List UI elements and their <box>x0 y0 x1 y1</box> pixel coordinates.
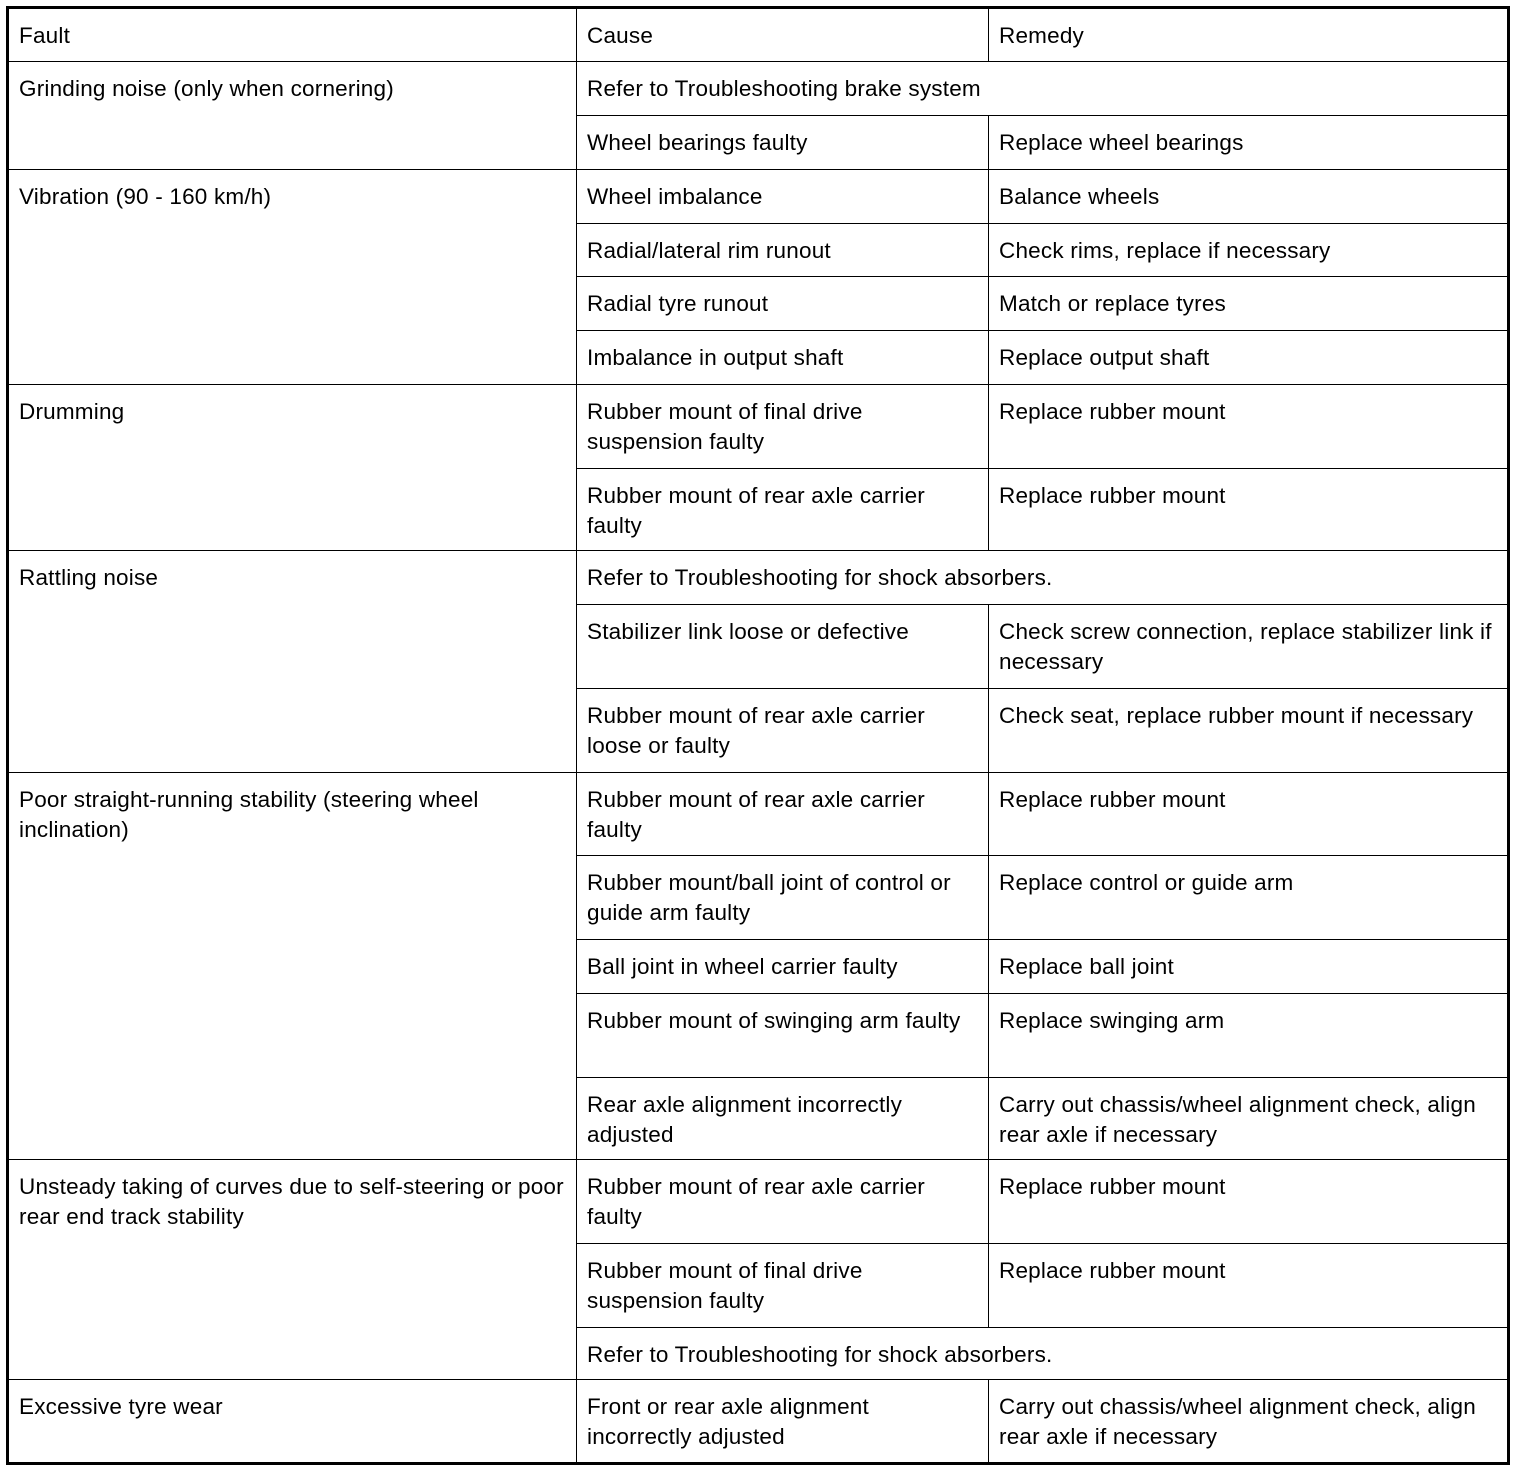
remedy-cell: Replace rubber mount <box>989 1244 1509 1328</box>
table-row <box>8 62 1509 116</box>
remedy-cell: Replace rubber mount <box>989 385 1509 469</box>
remedy-cell: Match or replace tyres <box>989 277 1509 331</box>
cause-span-cell: Refer to Troubleshooting brake system <box>577 62 1509 116</box>
fault-cell: Grinding noise (only when cornering) <box>8 62 577 170</box>
cause-cell: Rubber mount of rear axle carrier faulty <box>577 1160 989 1244</box>
remedy-cell: Replace swinging arm <box>989 994 1509 1078</box>
cause-cell: Rubber mount of swinging arm faulty <box>577 994 989 1078</box>
table-row <box>8 773 1509 856</box>
fault-cell: Unsteady taking of curves due to self-steering or poor rear end track stability <box>8 1160 577 1380</box>
cause-cell: Rubber mount/ball joint of control or guide arm faulty <box>577 856 989 940</box>
cause-cell: Ball joint in wheel carrier faulty <box>577 940 989 994</box>
remedy-cell: Check seat, replace rubber mount if necessary <box>989 689 1509 773</box>
cause-cell: Rubber mount of final drive suspension faulty <box>577 385 989 469</box>
cause-span-cell: Refer to Troubleshooting for shock absorbers. <box>577 1328 1509 1380</box>
cause-cell: Wheel imbalance <box>577 170 989 224</box>
fault-cell: Rattling noise <box>8 551 577 773</box>
remedy-cell: Balance wheels <box>989 170 1509 224</box>
header-cause: Cause <box>577 8 989 62</box>
cause-cell: Rubber mount of rear axle carrier loose or faulty <box>577 689 989 773</box>
cause-cell: Rubber mount of rear axle carrier faulty <box>577 469 989 551</box>
remedy-cell: Carry out chassis/wheel alignment check, align rear axle if necessary <box>989 1380 1509 1464</box>
remedy-cell: Replace rubber mount <box>989 773 1509 856</box>
troubleshooting-table-container <box>6 6 1510 1465</box>
remedy-cell: Replace output shaft <box>989 331 1509 385</box>
header-fault: Fault <box>8 8 577 62</box>
troubleshooting-table <box>6 6 1510 1465</box>
header-remedy: Remedy <box>989 8 1509 62</box>
cause-cell: Rubber mount of rear axle carrier faulty <box>577 773 989 856</box>
remedy-cell: Replace rubber mount <box>989 469 1509 551</box>
table-row <box>8 551 1509 605</box>
cause-cell: Wheel bearings faulty <box>577 116 989 170</box>
table-row <box>8 1160 1509 1244</box>
table-row <box>8 1380 1509 1464</box>
remedy-cell: Replace ball joint <box>989 940 1509 994</box>
cause-cell: Stabilizer link loose or defective <box>577 605 989 689</box>
cause-cell: Radial tyre runout <box>577 277 989 331</box>
remedy-cell: Carry out chassis/wheel alignment check, align rear axle if necessary <box>989 1078 1509 1160</box>
cause-cell: Imbalance in output shaft <box>577 331 989 385</box>
cause-cell: Rubber mount of final drive suspension faulty <box>577 1244 989 1328</box>
fault-cell: Poor straight-running stability (steering wheel inclination) <box>8 773 577 1160</box>
remedy-cell: Check rims, replace if necessary <box>989 224 1509 277</box>
fault-cell: Excessive tyre wear <box>8 1380 577 1464</box>
table-row <box>8 170 1509 224</box>
remedy-cell: Check screw connection, replace stabilizer link if necessary <box>989 605 1509 689</box>
header-row <box>8 8 1509 62</box>
cause-cell: Rear axle alignment incorrectly adjusted <box>577 1078 989 1160</box>
cause-span-cell: Refer to Troubleshooting for shock absorbers. <box>577 551 1509 605</box>
cause-cell: Front or rear axle alignment incorrectly adjusted <box>577 1380 989 1464</box>
table-row <box>8 385 1509 469</box>
fault-cell: Drumming <box>8 385 577 551</box>
cause-cell: Radial/lateral rim runout <box>577 224 989 277</box>
remedy-cell: Replace wheel bearings <box>989 116 1509 170</box>
remedy-cell: Replace control or guide arm <box>989 856 1509 940</box>
fault-cell: Vibration (90 - 160 km/h) <box>8 170 577 385</box>
remedy-cell: Replace rubber mount <box>989 1160 1509 1244</box>
